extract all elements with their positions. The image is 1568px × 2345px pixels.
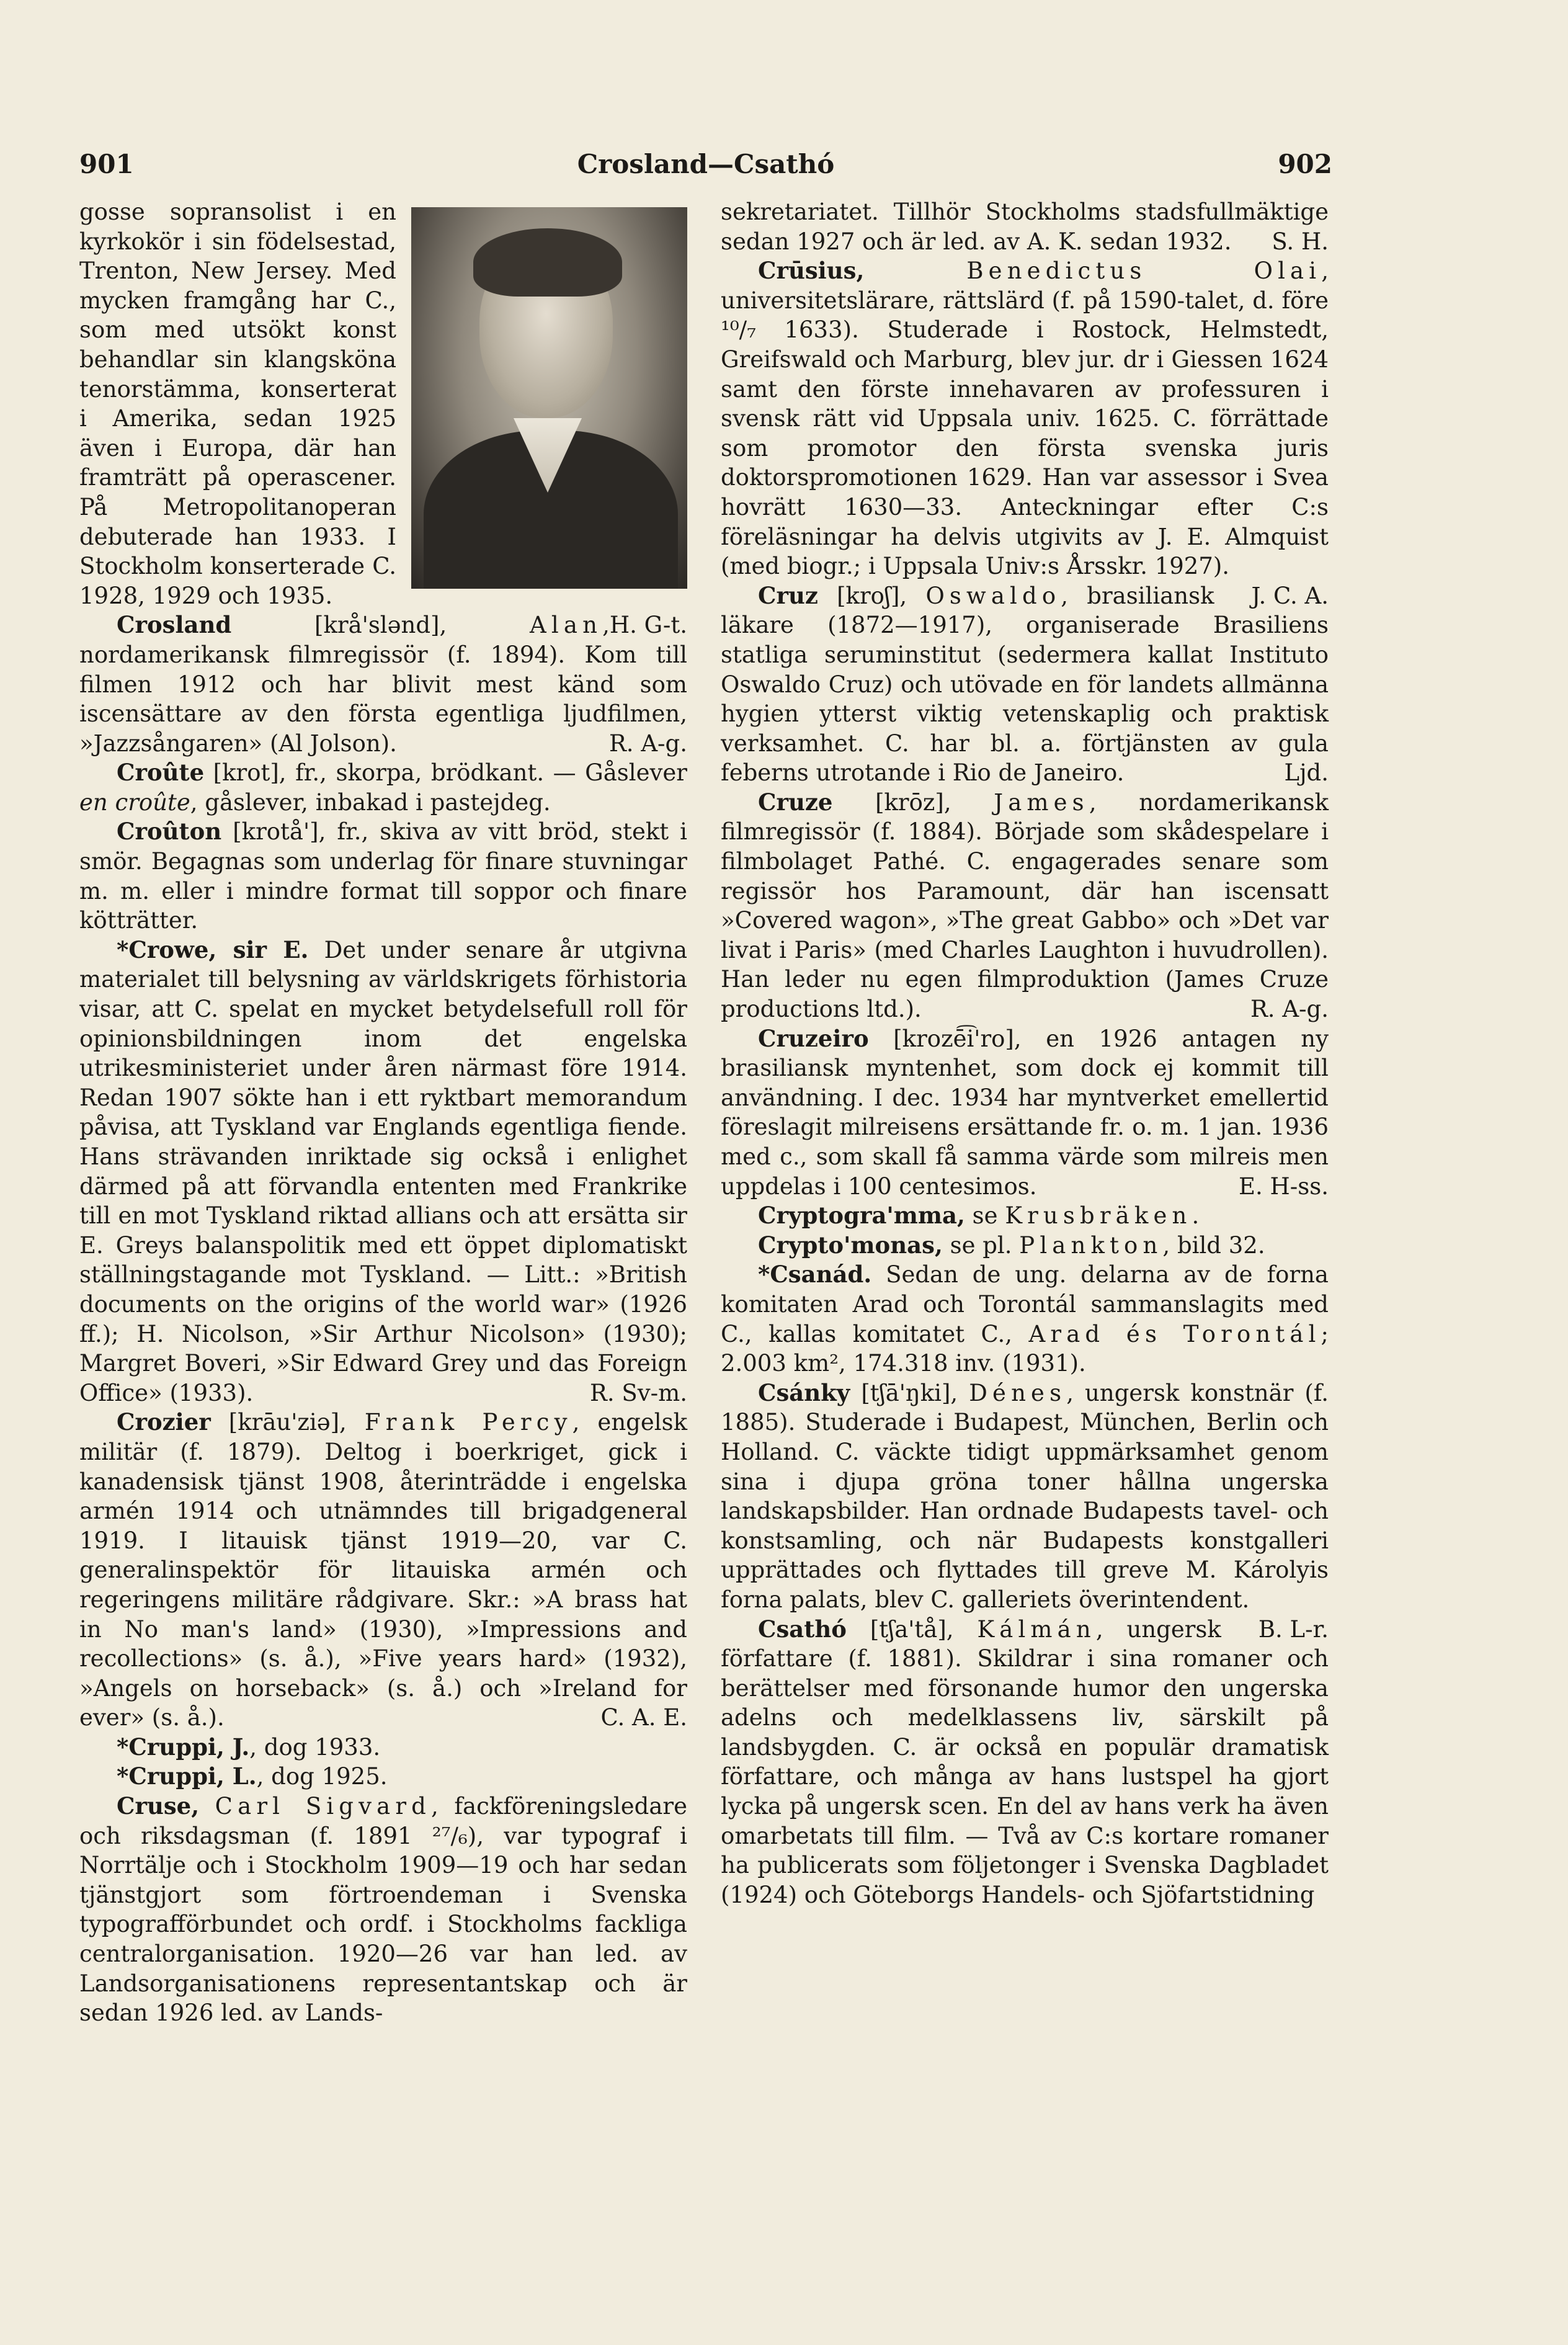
entry-cruse: Cruse, Carl Sigvard, fackföreningsledare och riksdagsman (f. 1891 ²⁷/₆), var typograf i Norrtälje och i Stockholm 1909—19 och har sedan tjänstgjort som förtroendeman i Svenska typografförbundet och ordf. i Stockholms fackliga centralorganisation. 1920—26 var han led. av Landsorganisationens representantskap och är sedan 1926 led. av Lands- [79,1792,687,2027]
headword: *Crowe, sir E. [117,936,309,963]
running-head [79,149,1332,186]
headword: Croûton [117,818,222,846]
entry-crusius: Crūsius, Benedictus Olai, universitetslärare, rättslärd (f. på 1590-talet, d. före ¹⁰/₇ 1633). Studerade i Rostock, Helmstedt, Greifswald och Marburg, blev jur. dr i Giessen 1624 samt den förste innehavaren av professuren i svensk rätt vid Uppsala univ. 1625. C. förrättade som promotor den första svenska juris doktorspromotionen 1629. Han var assessor i Svea hovrätt 1630—33. Anteckningar efter C:s föreläsningar ha delvis utgivits av J. E. Almquist (med biogr.; i Uppsala Univ:s Årsskr. 1927). J. C. A. [721,256,1329,581]
right-page-number: 902 [1278,149,1332,179]
signature: J. C. A. [1251,582,1329,609]
continuation-paragraph: sekretariatet. Tillhör Stockholms stadsfullmäktige sedan 1927 och är led. av A. K. sedan 1932. S. H. [721,197,1329,256]
signature: E. H-ss. [1238,1172,1329,1200]
running-title: Crosland—Csathó [577,149,835,179]
portrait-photo-alan-crosland [411,207,687,589]
entry-crozier: Crozier [krāu'ziə], Frank Percy, engelsk militär (f. 1879). Deltog i boerkriget, gick i kanadensisk tjänst 1908, återinträdde i engelska armén 1914 och utnämndes till brigadgeneral 1919. I litauisk tjänst 1919—20, var C. generalinspektör för litauiska armén och regeringens militäre rådgivare. Skr.: »A brass hat in No man's land» (1930), »Impressions and recollections» (s. å.), »Five years hard» (1932), »Angels on horseback» (s. å.) och »Ireland for ever» (s. å.). C. A. E. [79,1408,687,1733]
headword: Csathó [758,1615,847,1643]
right-column [721,197,1329,1910]
signature: R. A-g. [608,730,687,757]
entry-csatho: Csathó [tʃa'tå], Kálmán, ungersk författare (f. 1881). Skildrar i sina romaner och berättelser med försonande humor den ungerska adelns och medelklassens liv, särskilt på landsbygden. C. är också en populär dramatisk författare, och många av hans lustspel ha gjort lycka på ungersk scen. En del av hans verk ha även omarbetats till film. — Två av C:s kortare romaner ha publicerats som följetonger i Svenska Dagbladet (1924) och Göteborgs Handels- och Sjöfartstidning [721,1615,1329,1908]
cross-reference: Plankton [1019,1231,1163,1259]
continuation-paragraph: gosse sopransolist i en kyrkokör i sin födelsestad, Trenton, New Jersey. Med mycken framgång har C., som med utsökt konst behandlar sin klangsköna tenorstämma, konserterat i Amerika, sedan 1925 även i Europa, där han framträtt på operascener. På Metropolitanoperan debuterade han 1933. I Stockholm konserterade C. 1928, 1929 och 1935. H. G-t. [79,197,687,610]
left-page-number: 901 [79,149,134,179]
entry-croute: Croûte [krot], fr., skorpa, brödkant. — Gåslever en croûte, gåslever, inbakad i pastejdeg. [79,759,687,816]
entry-crosland: Crosland [krå'slənd], Alan, nordamerikansk filmregissör (f. 1894). Kom till filmen 1912 och har blivit mest känd som iscensättare av den första egentliga ljudfilmen, »Jazzsångaren» (Al Jolson). R. A-g. [79,610,687,758]
headword: *Cruppi, J. [117,1733,250,1761]
headword: *Cruppi, L. [117,1762,257,1790]
entry-crouton: Croûton [krotå'], fr., skiva av vitt bröd, stekt i smör. Begagnas som underlag för finare stuvningar m. m. eller i mindre format till soppor och finare kötträtter. [79,818,687,934]
entry-cruze: Cruze [krōz], James, nordamerikansk filmregissör (f. 1884). Började som skådespelare i filmbolaget Pathé. C. engagerades senare som regissör hos Paramount, där han iscensatt »Covered wagon», »The great Gabbo» och »Det var livat i Paris» (med Charles Laughton i huvudrollen). Han leder nu egen filmproduktion (James Cruze productions ltd.). R. A-g. [721,788,1329,1024]
headword: Croûte [117,759,205,787]
headword: *Csanád. [758,1261,872,1289]
headword: Cruse, [117,1792,200,1820]
headword: Crypto'monas, [758,1231,943,1259]
left-column [79,197,687,2028]
entry-cruppi-l: *Cruppi, L., dog 1925. [117,1762,388,1790]
headword: Csánky [758,1378,850,1406]
entry-csanad: *Csanád. Sedan de ung. delarna av de forna komitaten Arad och Torontál sammanslagits med C., kallas komitatet C., Arad és Torontál; 2.003 km², 174.318 inv. (1931). [721,1261,1329,1377]
headword: Cruzeiro [758,1024,869,1052]
signature: C. A. E. [600,1704,687,1731]
signature: H. G-t. [609,612,687,639]
entry-cryptomonas: Crypto'monas, se pl. Plankton, bild 32. [758,1231,1265,1259]
headword: Cryptogra'mma, [758,1202,965,1230]
signature: B. L-r. [1258,1615,1329,1643]
headword: Cruze [758,788,833,816]
entry-cruz: Cruz [kroʃ], Oswaldo, brasiliansk läkare (1872—1917), organiserade Brasiliens statliga seruminstitut (sedermera kallat Instituto Oswaldo Cruz) och utövade en för landets allmänna hygien ytterst viktig vetenskaplig och praktisk verksamhet. C. har bl. a. förtjänsten av gula feberns utrotande i Rio de Janeiro. Ljd. [721,581,1329,788]
headword: Cruz [758,581,818,609]
headword: Crūsius, [758,257,865,285]
signature: S. H. [1272,228,1329,255]
cross-reference: Arad és Torontál [1028,1320,1321,1347]
headword: Crozier [117,1408,211,1436]
cross-reference: Krusbräken [1005,1202,1192,1230]
headword: Crosland [117,611,232,639]
signature: Ljd. [1284,759,1329,787]
entry-cruppi-j: *Cruppi, J., dog 1933. [117,1733,381,1761]
signature: R. Sv-m. [590,1379,687,1406]
entry-csanky: Csánky [tʃā'ŋki], Dénes, ungersk konstnär (f. 1885). Studerade i Budapest, München, Berlin och Holland. C. väckte tidigt uppmärksamhet genom sina i djupa gröna toner hållna ungerska landskapsbilder. Han ordnade Budapests tavel- och konstsamling, och när Budapests konstgalleri upprättades och flyttades till greve M. Károlyis forna palats, blev C. galleriets överintendent. B. L-r. [721,1378,1329,1615]
signature: R. A-g. [1250,996,1329,1023]
entry-crowe: *Crowe, sir E. Det under senare år utgivna materialet till belysning av världskrigets förhistoria visar, att C. spelat en mycket betydelsefull roll för opinionsbildningen inom det engelska utrikesministeriet under åren närmast före 1914. Redan 1907 sökte han i ett ryktbart memorandum påvisa, att Tyskland var Englands egentliga fiende. Hans strävanden inriktade sig också i enlighet därmed på att förvandla ententen med Frankrike till en mot Tyskland riktad allians och att ersätta sir E. Greys balanspolitik med ett öppet diplomatiskt ställningstagande mot Tyskland. — Litt.: »British documents on the origins of the world war» (1926 ff.); H. Nicolson, »Sir Arthur Nicolson» (1930); Margret Boveri, »Sir Edward Grey und das Foreign Office» (1933). R. Sv-m. [79,936,687,1408]
entry-cruzeiro: Cruzeiro [krozē͡i'ro], en 1926 antagen ny brasiliansk myntenhet, som dock ej kommit till användning. I dec. 1934 har myntverket emellertid föreslagit milreisens ersättande fr. o. m. 1 jan. 1936 med c., som skall få samma värde som milreis men uppdelas i 100 centesimos. E. H-ss. [721,1024,1329,1202]
entry-cryptogramma: Cryptogra'mma, se Krusbräken. [758,1202,1200,1230]
